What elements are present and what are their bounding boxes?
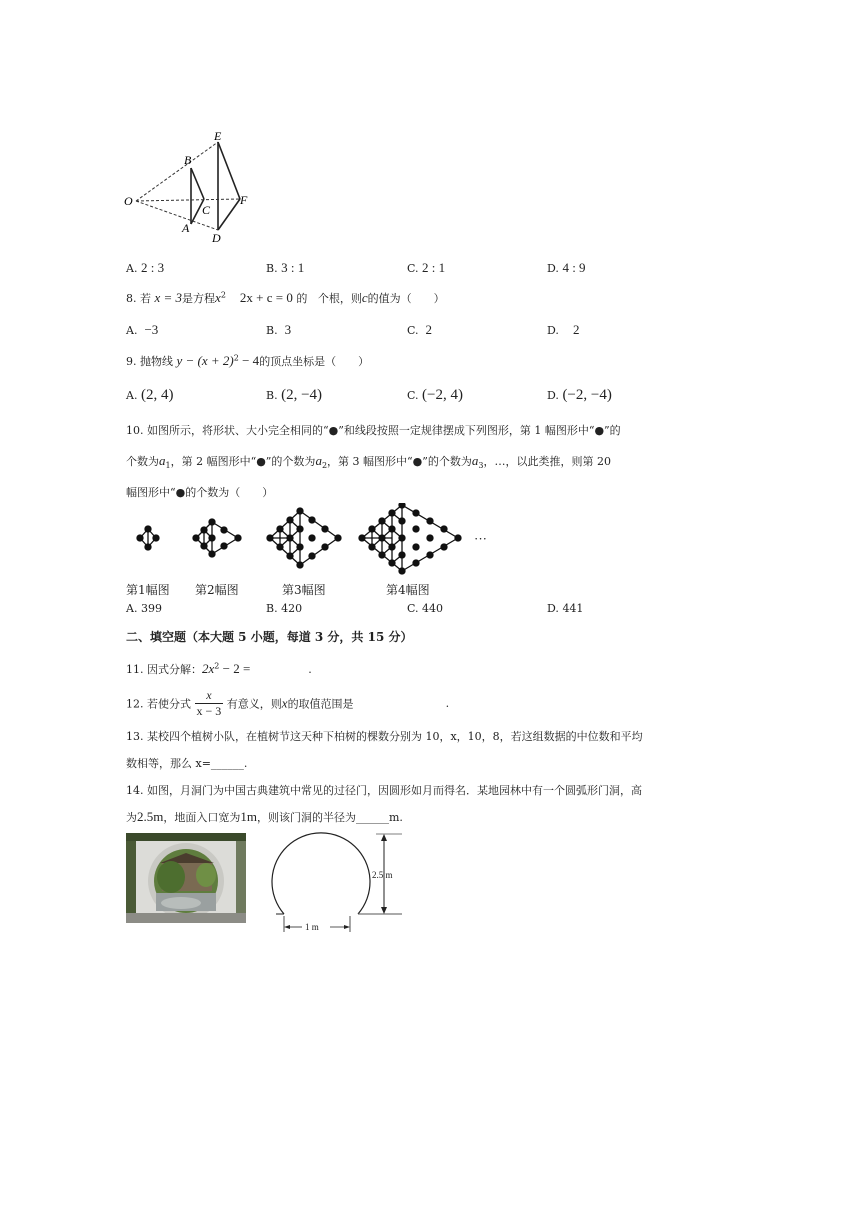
option-letter: B. xyxy=(266,262,278,275)
q8-c: c xyxy=(361,290,368,305)
option-text: 441 xyxy=(562,602,584,615)
q12-mid: 有意义，则 xyxy=(226,697,282,711)
width-label: 1 m xyxy=(305,922,319,932)
option-letter: D. xyxy=(547,324,559,337)
label-o: O xyxy=(124,194,133,208)
q10-text-d: ，…，以此类推，则第 20 xyxy=(483,455,611,468)
option-letter: D. xyxy=(547,262,559,275)
q7-option-d[interactable] xyxy=(547,260,586,276)
q9-option-b[interactable] xyxy=(266,387,322,404)
q9-option-d[interactable] xyxy=(547,387,612,404)
option-letter: C. xyxy=(407,262,419,275)
option-text: 420 xyxy=(281,602,303,615)
q7-option-b[interactable] xyxy=(266,260,304,276)
option-text: 2 xyxy=(425,322,433,337)
q8-eq-sup: 2 xyxy=(220,290,226,300)
q14-text-a: 为 xyxy=(126,811,137,824)
q8-option-d[interactable] xyxy=(547,322,579,338)
q8-mid3: 个根，则 xyxy=(317,292,362,305)
q8-suffix: 的值为（ ） xyxy=(367,292,445,305)
option-text: 2 : 1 xyxy=(422,260,446,275)
question-10-line-1: 10. 如图所示，将形状、大小完全相同的“●”和线段按照一定规律摆成下列图形，第 1 幅图形中“●”的 xyxy=(126,424,621,437)
option-letter: A. xyxy=(126,262,138,275)
q10-option-d[interactable] xyxy=(547,602,583,615)
option-letter: B. xyxy=(266,324,278,337)
q9-sup: 2 xyxy=(233,353,239,363)
question-8 xyxy=(126,290,445,306)
label-a: A xyxy=(182,221,190,235)
label-d: D xyxy=(212,231,221,245)
height-label: 2.5 m xyxy=(372,870,393,880)
q9-option-a[interactable] xyxy=(126,387,173,404)
q12-suffix: 的取值范围是 xyxy=(287,697,354,711)
question-10-line-3: 幅图形中“●的个数为（ ） xyxy=(126,486,274,499)
q11-sup: 2 xyxy=(214,661,220,671)
label-b: B xyxy=(184,153,192,167)
q10-option-a[interactable] xyxy=(126,602,162,615)
question-12 xyxy=(126,688,449,719)
q10-a1: a xyxy=(159,453,166,468)
question-13-line-1: 13. 某校四个植树小队，在植树节这天种下柏树的棵数分别为 10，x，10，8，若这组数据的中位数和平均 xyxy=(126,730,643,743)
option-letter: B. xyxy=(266,389,278,402)
option-text: 2 xyxy=(572,322,580,337)
label-e: E xyxy=(214,129,222,143)
q8-condition: x = 3 xyxy=(154,290,183,305)
q7-option-a[interactable] xyxy=(126,260,164,276)
q9-prefix: 9. 抛物线 xyxy=(126,355,173,368)
caption-figure-3: 第3幅图 xyxy=(282,583,326,597)
caption-figure-4: 第4幅图 xyxy=(386,583,430,597)
option-text: (−2, 4) xyxy=(422,387,463,403)
q10-a2: a xyxy=(315,453,322,468)
section-heading-fill-in: 二、填空题（本大题 5 小题，每道 3 分，共 15 分） xyxy=(126,630,413,644)
option-text: (2, 4) xyxy=(140,387,174,403)
question-14-line-1: 14. 如图，月洞门为中国古典建筑中常见的过径门，因圆形如月而得名．某地园林中有一个圆弧形门洞，高 xyxy=(126,784,642,797)
option-text: (−2, −4) xyxy=(562,387,612,403)
option-letter: D. xyxy=(547,389,559,402)
q12-prefix: 12. 若使分式 xyxy=(126,697,191,711)
q10-text-a: 个数为 xyxy=(126,455,159,468)
q11-eq2: − 2 = xyxy=(219,661,251,676)
option-text: 440 xyxy=(422,602,444,615)
option-text: −3 xyxy=(144,322,159,337)
option-letter: C. xyxy=(407,602,419,615)
option-letter: A. xyxy=(126,602,138,615)
option-letter: A. xyxy=(126,389,138,402)
question-14-line-2 xyxy=(126,809,403,825)
q12-end: . xyxy=(445,697,450,710)
q8-option-c[interactable] xyxy=(407,322,432,338)
moon-gate-diagram xyxy=(262,830,407,938)
option-text: 399 xyxy=(140,602,162,615)
option-letter: B. xyxy=(266,602,278,615)
option-text: 3 xyxy=(284,322,292,337)
q14-width: 1m xyxy=(240,809,257,824)
label-c: C xyxy=(202,203,211,217)
q8-option-a[interactable] xyxy=(126,322,158,338)
q10-text-c: ，第 3 幅图形中“●”的个数为 xyxy=(327,455,472,468)
q12-fraction xyxy=(195,688,224,719)
q8-prefix: 8. 若 xyxy=(126,292,151,305)
q11-suffix: . xyxy=(308,663,312,676)
q11-eq: 2x xyxy=(202,661,215,676)
q10-s1: 1 xyxy=(165,461,171,471)
question-9 xyxy=(126,353,369,369)
option-text: 3 : 1 xyxy=(281,260,305,275)
ellipsis: ··· xyxy=(474,531,487,546)
q11-prefix: 11. 因式分解： xyxy=(126,663,202,676)
q14-height: 2.5m xyxy=(137,809,164,824)
q12-x: x xyxy=(281,695,288,711)
q9-equation: y − (x + 2) xyxy=(176,353,234,368)
caption-figure-1: 第1幅图 xyxy=(126,583,170,597)
q8-eq1: x xyxy=(215,290,221,305)
label-f: F xyxy=(240,193,248,207)
option-letter: D. xyxy=(547,602,559,615)
fraction-numerator: x xyxy=(195,688,224,704)
q8-mid2: 的 xyxy=(296,292,308,305)
moon-gate-photo xyxy=(126,833,246,923)
q9-suffix: 的顶点坐标是（ ） xyxy=(259,355,370,368)
option-letter: A. xyxy=(126,324,138,337)
option-text: 2 : 3 xyxy=(140,260,165,275)
q10-option-b[interactable] xyxy=(266,602,302,615)
question-11 xyxy=(126,661,312,677)
question-10-line-2 xyxy=(126,453,611,470)
question-13-line-2[interactable]: 数相等，那么 x=______. xyxy=(126,757,248,770)
dot-pattern-figures xyxy=(130,503,500,578)
q14-text-b: ，地面入口宽为 xyxy=(163,811,241,824)
option-text: 4 : 9 xyxy=(562,260,586,275)
q9-equation-tail: − 4 xyxy=(238,353,260,368)
q10-s3: 3 xyxy=(478,461,484,471)
q8-eq2: 2x + c = 0 xyxy=(239,290,293,305)
option-text: (2, −4) xyxy=(281,387,323,403)
q14-text-c[interactable]: ，则该门洞的半径为______m. xyxy=(257,811,403,824)
q10-text-b: ，第 2 幅图形中“●”的个数为 xyxy=(170,455,316,468)
triangle-figure xyxy=(118,128,268,250)
q9-option-c[interactable] xyxy=(407,387,463,404)
q10-a3: a xyxy=(471,453,479,468)
q8-mid: 是方程 xyxy=(182,292,216,305)
caption-figure-2: 第2幅图 xyxy=(195,583,239,597)
q10-option-c[interactable] xyxy=(407,602,443,615)
option-letter: C. xyxy=(407,389,419,402)
q7-option-c[interactable] xyxy=(407,260,445,276)
q8-option-b[interactable] xyxy=(266,322,291,338)
q10-s2: 2 xyxy=(321,461,328,471)
fraction-denominator: x − 3 xyxy=(196,704,222,718)
option-letter: C. xyxy=(407,324,419,337)
